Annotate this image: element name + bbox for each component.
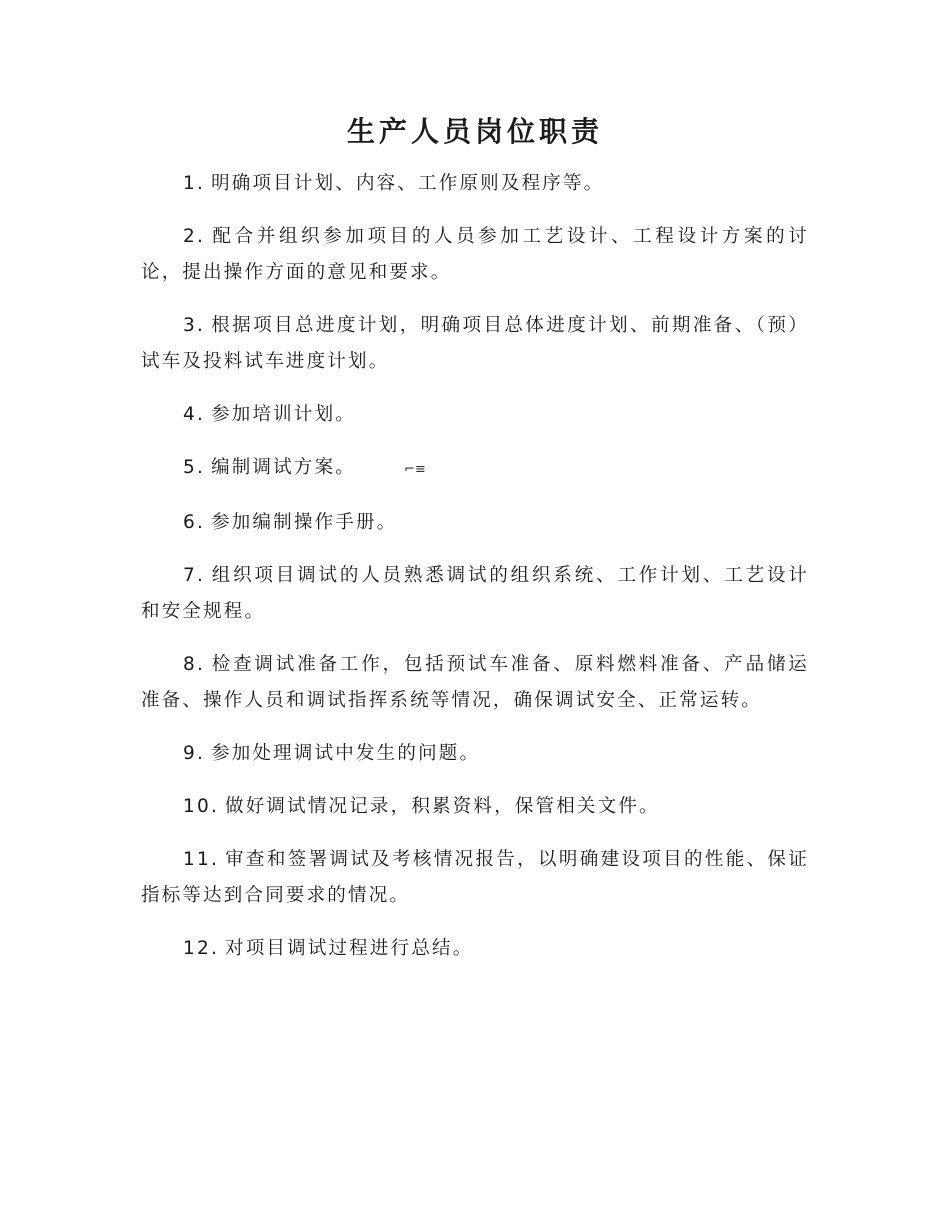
item-text: 做好调试情况记录，积累资料，保管相关文件。 [225,796,660,817]
item-number: 6. [183,512,206,533]
list-item [141,450,809,488]
item-number: 2. [183,226,206,247]
item-number: 8. [183,654,206,675]
list-item [141,647,809,719]
item-text: 配合并组织参加项目的人员参加工艺设计、工程设计方案的讨论，提出操作方面的意见和要求。 [141,226,809,283]
list-item [141,166,809,202]
item-text: 对项目调试过程进行总结。 [225,938,474,959]
item-text: 检查调试准备工作，包括预试车准备、原料燃料准备、产品储运准备、操作人员和调试指挥系统等情况，确保调试安全、正常运转。 [141,654,809,711]
item-text: 组织项目调试的人员熟悉调试的组织系统、工作计划、工艺设计和安全规程。 [141,565,809,622]
list-item [141,736,809,772]
item-number: 1. [183,173,206,194]
item-text: 审查和签署调试及考核情况报告，以明确建设项目的性能、保证指标等达到合同要求的情况。 [141,849,809,906]
item-text: 编制调试方案。 [211,457,356,478]
list-item [141,931,809,967]
item-text: 根据项目总进度计划，明确项目总体进度计划、前期准备、（预）试车及投料试车进度计划。 [141,315,809,372]
list-item [141,397,809,433]
document-title: 生产人员岗位职责 [346,115,603,148]
item-number: 11. [183,849,220,870]
edit-mark-icon: ⌐≡ [403,462,426,477]
item-number: 4. [183,404,206,425]
item-number: 9. [183,743,206,764]
list-item [141,789,809,825]
item-number: 3. [183,315,206,336]
list-item [141,505,809,541]
item-number: 7. [183,565,206,586]
list-item [141,219,809,291]
list-item [141,842,809,914]
item-text: 明确项目计划、内容、工作原则及程序等。 [211,173,605,194]
item-text: 参加编制操作手册。 [211,512,398,533]
item-text: 参加培训计划。 [211,404,356,425]
list-item [141,308,809,380]
list-item [141,558,809,630]
item-number: 12. [183,938,220,959]
item-number: 5. [183,457,206,478]
item-number: 10. [183,796,220,817]
item-text: 参加处理调试中发生的问题。 [211,743,481,764]
document-body [141,166,809,984]
